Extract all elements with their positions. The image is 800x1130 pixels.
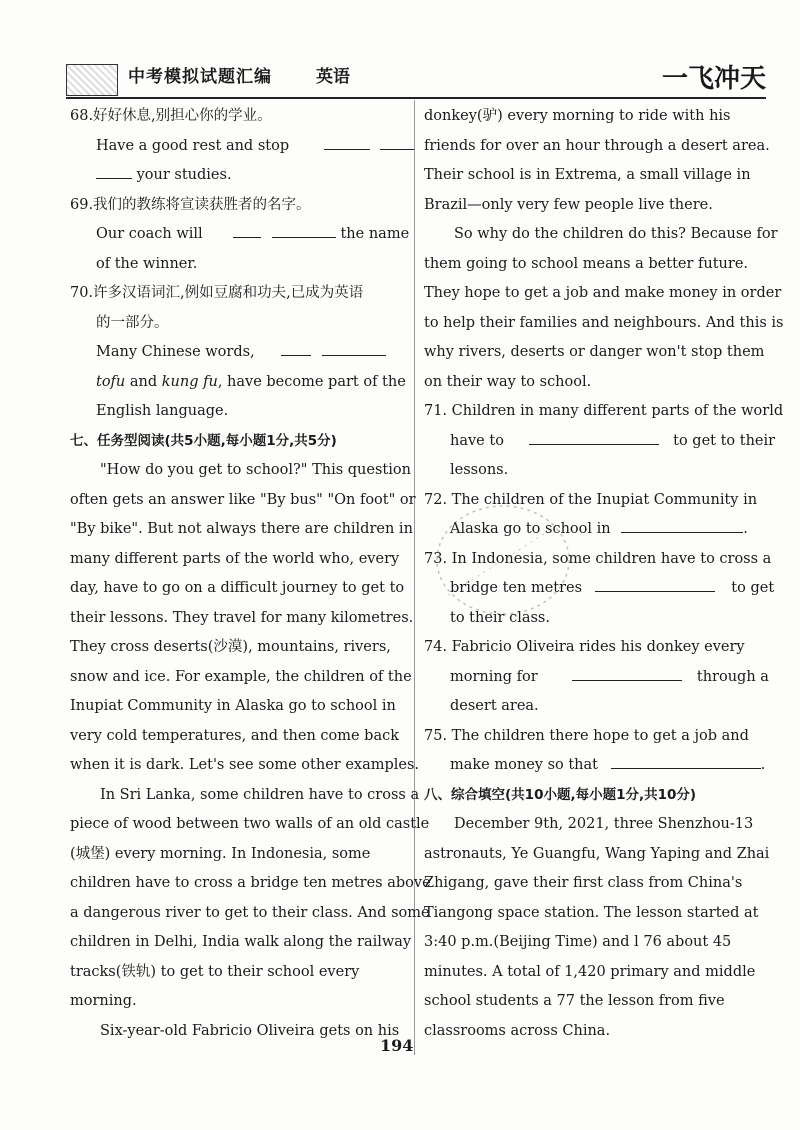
q74-blank[interactable] — [572, 666, 682, 681]
q69-blank-1[interactable] — [233, 223, 261, 238]
q70-text: Many Chinese words, — [96, 344, 255, 360]
q73-text-b: to get — [731, 580, 775, 596]
cloze-line: minutes. A total of 1,420 primary and middle — [424, 963, 756, 980]
book-title: 中考模拟试题汇编 — [128, 67, 272, 87]
section-8-title: 八、综合填空(共10小题,每小题1分,共10分) — [424, 786, 697, 803]
q70-english-line-2 — [70, 368, 406, 398]
q68-english-line-1 — [70, 132, 406, 162]
q70-english-line-3: English language. — [96, 403, 229, 419]
passage-line: "How do you get to school?" This question — [100, 462, 411, 478]
passage-line: They hope to get a job and make money in order — [424, 285, 782, 301]
q71-text-b: to get to their — [673, 432, 776, 449]
q74-text: morning for — [450, 668, 538, 685]
passage-line: day, have to go on a difficult journey to get to — [70, 580, 405, 596]
faint-watermark-stamp-icon — [428, 495, 578, 625]
q74-line-1: 74. Fabricio Oliveira rides his donkey every — [424, 639, 745, 655]
passage-line: children have to cross a bridge ten metres above — [70, 875, 431, 891]
q71-blank[interactable] — [529, 430, 659, 445]
passage-line: many different parts of the world who, every — [70, 550, 400, 567]
q71-line-1: 71. Children in many different parts of the world — [424, 403, 784, 419]
book-subject: 英语 — [316, 67, 350, 87]
passage-line: Their school is in Extrema, a small village in — [424, 167, 751, 183]
passage-line: snow and ice. For example, the children of the — [70, 668, 412, 685]
passage-line: them going to school means a better future. — [424, 255, 749, 272]
q70-and: and — [129, 373, 158, 390]
q69-chinese: 69.我们的教练将宣读获胜者的名字。 — [70, 196, 311, 213]
passage-line: on their way to school. — [424, 373, 592, 390]
q68-blank-1[interactable] — [324, 135, 370, 150]
q70-blank-1[interactable] — [281, 341, 311, 356]
cloze-line: classrooms across China. — [424, 1022, 611, 1039]
cloze-line: school students a 77 the lesson from five — [424, 993, 725, 1009]
page-number: 194 — [380, 1036, 414, 1055]
book-logo-icon — [66, 64, 118, 96]
passage-line: children in Delhi, India walk along the railway — [70, 934, 412, 950]
q75-blank[interactable] — [611, 754, 761, 769]
q70-text-rest: , have become part of the — [217, 373, 406, 390]
passage-line: So why do the children do this? Because for — [454, 226, 778, 242]
q69-text-b: the name — [340, 226, 410, 242]
q74-line-2 — [424, 663, 769, 693]
q70-blank-2[interactable] — [322, 341, 386, 356]
q69-text: Our coach will — [96, 226, 203, 242]
q69-blank-2[interactable] — [272, 223, 336, 238]
q68-text-2: your studies. — [136, 167, 232, 183]
passage-paragraph-1 — [70, 456, 420, 781]
passage-line: "By bike". But not always there are children in — [70, 521, 413, 537]
passage-line: why rivers, deserts or danger won't stop them — [424, 344, 765, 360]
passage-line: tracks(铁轨) to get to their school every — [70, 963, 360, 980]
q74-text-b: through a — [696, 668, 769, 685]
q68-blank-3[interactable] — [96, 164, 132, 179]
cloze-line: Zhigang, gave their first class from China's — [424, 875, 743, 891]
passage-line: Six-year-old Fabricio Oliveira gets on his — [100, 1022, 400, 1039]
q71-text: have to — [450, 432, 504, 449]
q70-word-tofu: tofu — [96, 373, 126, 390]
q69-english-line-2: of the winner. — [96, 255, 198, 272]
cloze-line: December 9th, 2021, three Shenzhou-13 — [454, 816, 754, 832]
q74-line-3: desert area. — [450, 698, 539, 714]
q69-english-line-1 — [70, 220, 410, 250]
passage-paragraph-2 — [70, 781, 431, 1017]
passage-line: their lessons. They travel for many kilometres. — [70, 609, 414, 626]
q72-period: . — [743, 521, 748, 537]
q70-word-kungfu: kung fu — [161, 373, 218, 390]
passage-line: In Sri Lanka, some children have to cross a — [100, 786, 420, 803]
passage-line: Brazil—only very few people live there. — [424, 196, 713, 213]
q68-chinese: 68.好好休息,别担心你的学业。 — [70, 108, 272, 124]
q70-chinese-2: 的一部分。 — [96, 314, 169, 331]
q71-line-2 — [424, 427, 776, 457]
q68-english-line-2 — [70, 161, 406, 191]
q75-line-2 — [424, 751, 766, 781]
brand-logo: 一飞冲天 — [661, 64, 766, 94]
q71-line-3: lessons. — [450, 462, 509, 478]
q75-period: . — [760, 757, 766, 773]
q72-line-1: 72. The children of the Inupiat Community in — [424, 491, 758, 508]
passage-line: morning. — [70, 993, 137, 1009]
section-7-title: 七、任务型阅读(共5小题,每小题1分,共5分) — [70, 432, 337, 449]
passage-line: very cold temperatures, and then come back — [70, 727, 400, 744]
q73-blank[interactable] — [595, 577, 715, 592]
passage-line: Inupiat Community in Alaska go to school in — [70, 698, 396, 714]
q73-text: bridge ten metres — [450, 580, 583, 596]
q73-line-3: to their class. — [450, 609, 550, 626]
q73-line-1: 73. In Indonesia, some children have to cross a — [424, 550, 772, 567]
page-header — [66, 58, 766, 98]
header-rule — [66, 97, 766, 99]
cloze-line: astronauts, Ye Guangfu, Wang Yaping and Zhai — [424, 845, 770, 862]
q72-blank[interactable] — [621, 518, 743, 533]
passage-line: piece of wood between two walls of an old castle — [70, 816, 430, 832]
q68-text: Have a good rest and stop — [96, 137, 290, 154]
cloze-line: Tiangong space station. The lesson started at — [424, 904, 759, 921]
passage-line: They cross deserts(沙漠), mountains, rivers, — [70, 639, 391, 655]
passage-line: when it is dark. Let's see some other examples. — [70, 757, 420, 773]
passage-line: (城堡) every morning. In Indonesia, some — [70, 845, 371, 862]
passage-line: a dangerous river to get to their class. And some — [70, 904, 430, 921]
q70-chinese-1: 70.许多汉语词汇,例如豆腐和功夫,已成为英语 — [70, 285, 364, 301]
passage-line: donkey(驴) every morning to ride with his — [424, 108, 731, 124]
q75-text: make money so that — [450, 757, 598, 773]
passage-line: to help their families and neighbours. And this is — [424, 314, 784, 331]
q70-english-line-1 — [70, 338, 406, 368]
q72-text: Alaska go to school in — [450, 521, 611, 537]
q75-line-1: 75. The children there hope to get a job and — [424, 727, 749, 744]
q68-blank-2[interactable] — [380, 135, 414, 150]
passage-line: friends for over an hour through a desert area. — [424, 137, 770, 154]
passage-line: often gets an answer like "By bus" "On foot" or — [70, 491, 416, 508]
cloze-line: 3:40 p.m.(Beijing Time) and l 76 about 45 — [424, 934, 732, 950]
